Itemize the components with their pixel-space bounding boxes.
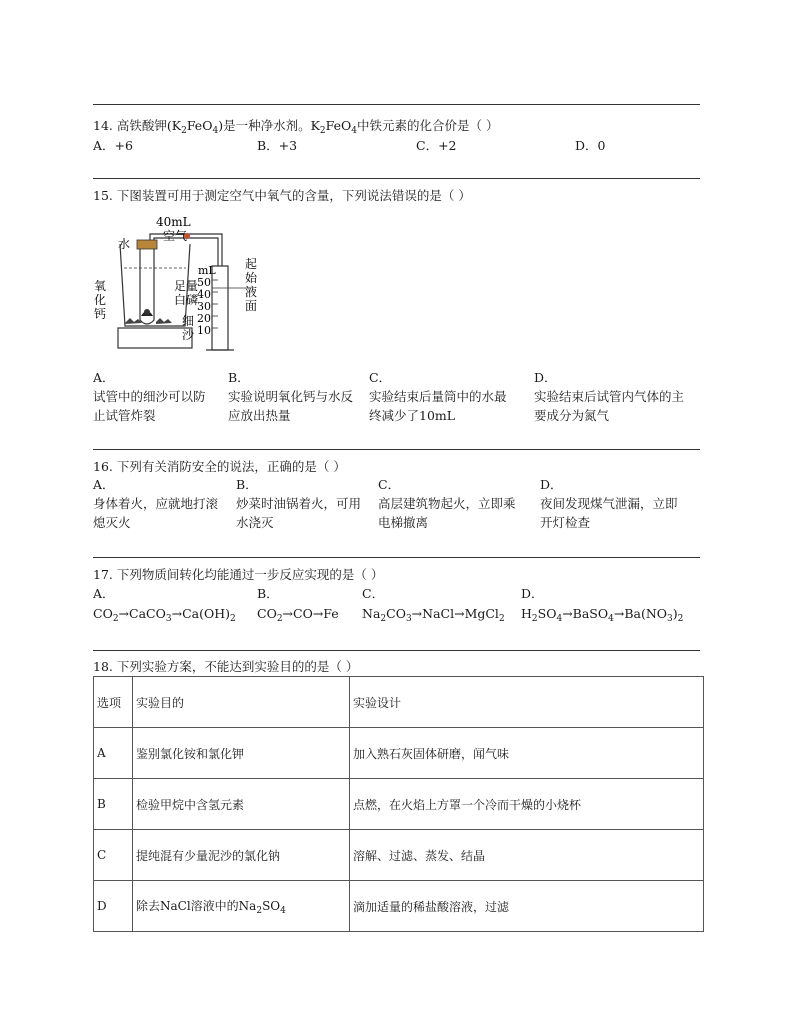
label-water: 水 [118,237,131,251]
row-option: C [94,830,133,881]
table-row [94,881,704,932]
header-goal: 实验目的 [133,677,350,728]
formula-part: →BaSO [562,606,609,621]
formula-part: CO [386,606,406,621]
label-sand-1: 细 [182,314,195,328]
label-sand-2: 沙 [182,328,195,342]
formula-part: Na [362,606,381,621]
label-start-3: 液 [245,285,258,299]
q15-option-d[interactable] [534,368,684,425]
tick-30: 30 [197,300,211,313]
label-start-4: 面 [245,299,258,313]
q15-stem: 15. 下图装置可用于测定空气中氧气的含量，下列说法错误的是（ ） [93,188,471,203]
formula-sub: 2 [677,614,684,624]
stopper [137,240,157,249]
table-row [94,779,704,830]
formula-sub: 2 [498,614,505,624]
q14-sub: 4 [351,126,358,136]
q17-option-d[interactable] [521,606,683,624]
q14-option-a[interactable]: A．+6 [93,138,133,153]
option-text: 水浇灭 [236,515,274,530]
formula-part: CO [257,606,277,621]
row-goal [133,881,350,932]
row-design: 加入熟石灰固体研磨，闻气味 [350,728,704,779]
row-design: 滴加适量的稀盐酸溶液，过滤 [350,881,704,932]
goal-sub: 4 [280,905,286,916]
tick-10: 10 [197,324,211,337]
label-start-2: 始 [245,271,258,285]
option-letter: C． [369,370,392,385]
option-text: 实验结束后试管内气体的主 [534,389,685,404]
goal-part: SO [262,898,281,913]
q14-option-b[interactable]: B．+3 [257,138,298,153]
option-text: 要成分为氮气 [534,408,610,423]
option-letter: A． [93,477,115,492]
formula-part: →CaCO [118,606,166,621]
option-text: 身体着火，应就地打滚 [93,496,219,511]
row-option: A [94,728,133,779]
label-ml: mL [198,264,216,277]
q14-stem-part: )是一种净水剂。K [218,118,320,133]
formula-sub: 2 [112,614,119,624]
q18-experiment-table [93,676,704,932]
option-text: 实验结束后量筒中的水最 [369,389,507,404]
q14-sub: 4 [212,126,219,136]
formula-sub: 3 [405,614,412,624]
option-letter: D． [540,477,563,492]
label-lime-2: 化 [94,293,107,307]
table-row [94,830,704,881]
option-text: 高层建筑物起火，立即乘 [378,496,516,511]
formula-sub: 2 [380,614,387,624]
q17-letter-d: D． [521,586,544,601]
q16-option-c[interactable] [378,475,516,532]
divider-q15 [93,178,700,179]
formula-part: →Ca(OH) [171,606,230,621]
option-text: 应放出热量 [228,408,291,423]
tick-20: 20 [197,312,211,325]
q17-letter-a: A． [93,586,115,601]
q17-option-c[interactable] [362,606,505,624]
q17-letter-b: B． [257,586,279,601]
q17-letter-c: C． [362,586,385,601]
label-lime-3: 钙 [94,307,107,321]
option-text: 终减少了10mL [369,408,456,423]
option-text: 开灯检查 [540,515,591,530]
tick-40: 40 [197,288,211,301]
row-design: 溶解、过滤、蒸发、结晶 [350,830,704,881]
q17-option-a[interactable] [93,606,236,624]
formula-part: H [521,606,532,621]
divider-q14 [93,104,700,105]
row-goal: 检验甲烷中含氢元素 [133,779,350,830]
option-letter: D． [534,370,557,385]
graduated-cylinder [212,266,228,350]
goal-sub: 2 [256,905,263,916]
header-option: 选项 [94,677,133,728]
option-text: 炒菜时油锅着火，可用 [236,496,362,511]
formula-part: →NaCl→MgCl [411,606,499,621]
row-option: B [94,779,133,830]
q14-sub: 2 [181,126,187,136]
table-row [94,728,704,779]
table-header-row [94,677,704,728]
option-text: 熄灭火 [93,515,131,530]
q14-stem-part: FeO [186,118,213,133]
formula-sub: 2 [230,614,236,624]
q14-option-d[interactable]: D．0 [575,138,606,153]
divider-q16 [93,449,700,450]
option-text: 电梯撤离 [378,515,429,530]
q14-stem [93,116,499,136]
formula-part: SO [537,606,557,621]
row-goal: 鉴别氯化铵和氯化钾 [133,728,350,779]
option-text: 实验说明氧化钙与水反 [228,389,354,404]
label-lime-1: 氧 [94,279,107,293]
option-text: 止试管炸裂 [93,408,156,423]
goal-part: 除去NaCl溶液中的Na [136,898,257,913]
q15-option-b[interactable] [228,368,353,425]
row-goal: 提纯混有少量泥沙的氯化钠 [133,830,350,881]
option-text: 夜间发现煤气泄漏，立即 [540,496,678,511]
q17-stem: 17. 下列物质间转化均能通过一步反应实现的是（ ） [93,567,384,582]
option-letter: B． [236,477,258,492]
label-phos-2: 白磷 [174,293,199,307]
q16-stem: 16. 下列有关消防安全的说法，正确的是（ ） [93,459,346,474]
divider-q17 [93,557,700,558]
formula-sub: 2 [531,614,538,624]
divider-q18 [93,650,700,651]
formula-sub: 2 [276,614,283,624]
option-text: 试管中的细沙可以防 [93,389,206,404]
q14-sub: 2 [319,126,326,136]
lime-particles [124,318,142,324]
header-design: 实验设计 [350,677,704,728]
tick-50: 50 [197,276,211,289]
formula-sub: 4 [556,614,563,624]
option-letter: C． [378,477,401,492]
q14-option-c[interactable]: C．+2 [416,138,457,153]
formula-sub: 3 [667,614,673,624]
formula-sub: 3 [165,614,172,624]
formula-part: →CO→Fe [282,606,339,621]
q16-option-b[interactable] [236,475,361,532]
option-letter: A． [93,370,115,385]
label-40ml: 40mL [156,215,191,229]
formula-part: →Ba(NO [613,606,668,621]
formula-part: ) [672,606,678,621]
q15-option-a[interactable] [93,368,206,425]
row-option: D [94,881,133,932]
label-start-1: 起 [245,257,258,271]
q14-stem-part: 14. 高铁酸钾(K [93,118,182,133]
label-air: 空气 [163,229,188,243]
base-block [118,328,192,348]
formula-sub: 4 [608,614,614,624]
q17-option-b[interactable] [257,606,339,624]
q18-stem: 18. 下列实验方案，不能达到实验目的的是（ ） [93,659,359,674]
label-phos-1: 足量 [174,279,199,293]
q16-option-a[interactable] [93,475,218,532]
q15-apparatus-figure [90,208,270,358]
formula-part: CO [93,606,113,621]
q14-stem-part: FeO [325,118,352,133]
q16-option-d[interactable] [540,475,678,532]
q15-option-c[interactable] [369,368,507,425]
row-design: 点燃，在火焰上方罩一个冷而干燥的小烧杯 [350,779,704,830]
q14-stem-part: 中铁元素的化合价是（ ） [357,118,499,133]
option-letter: B． [228,370,250,385]
